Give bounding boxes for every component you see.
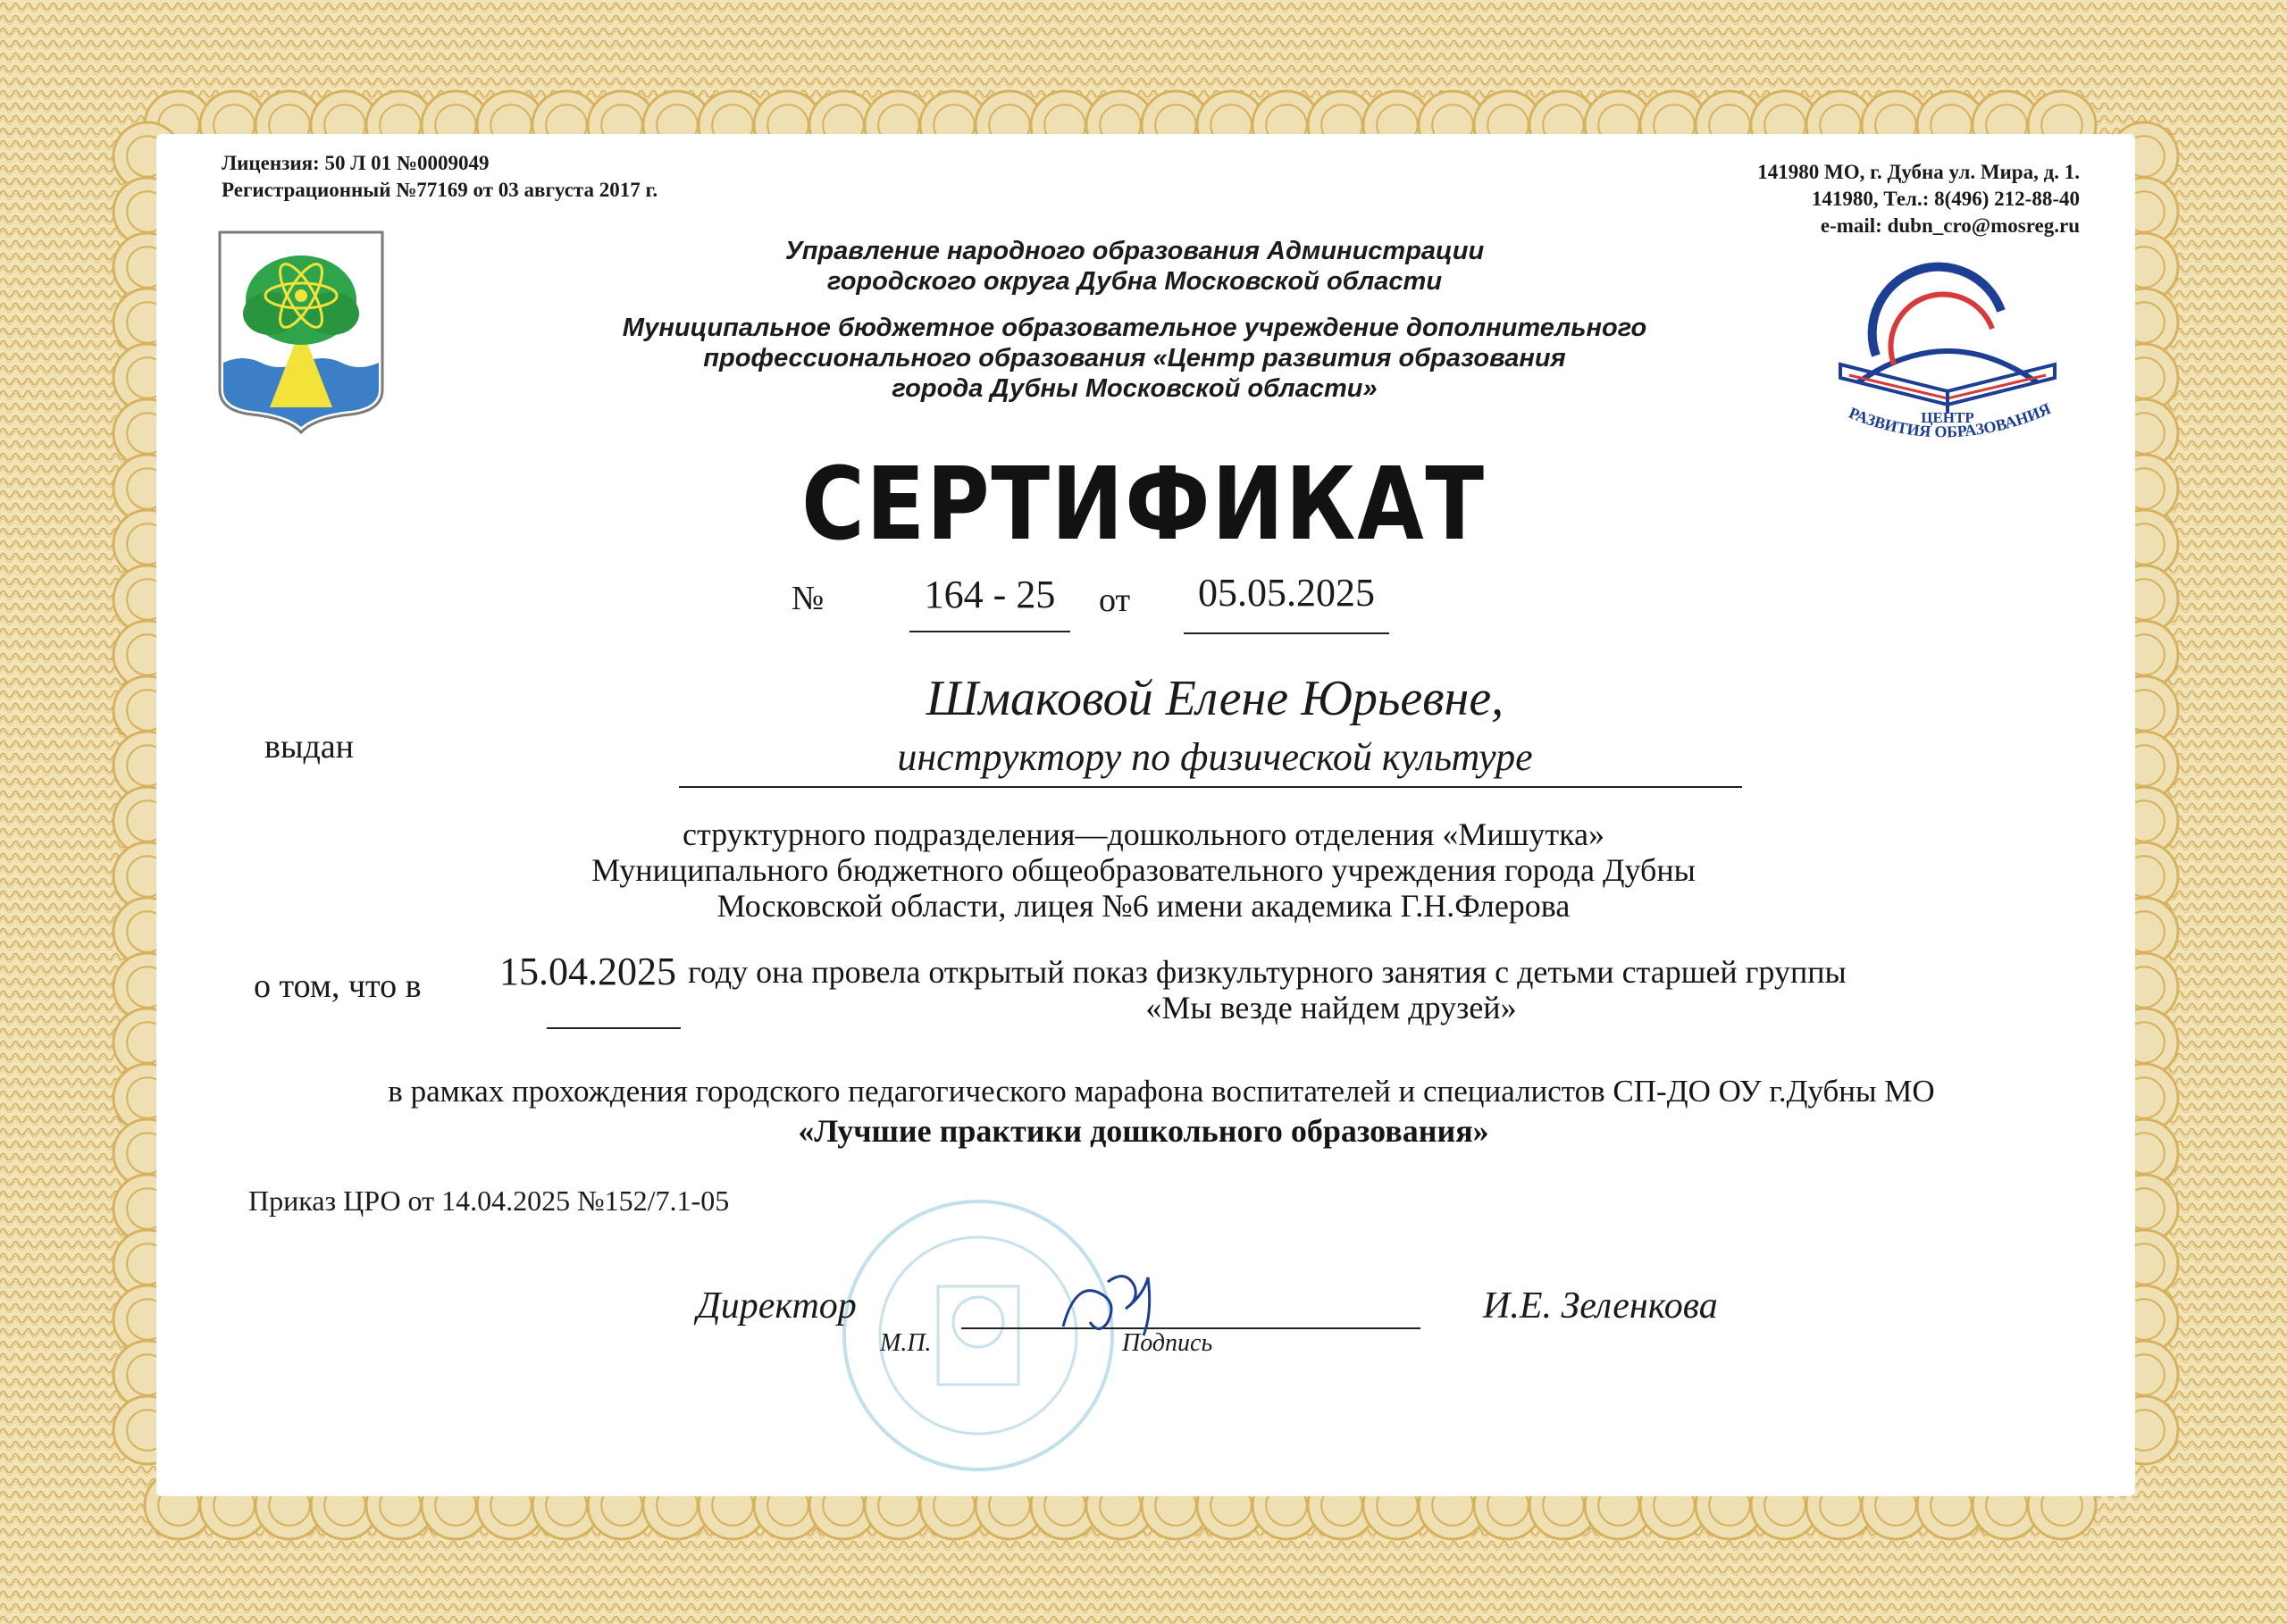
number-label: № <box>792 580 825 617</box>
logo-arc-text: РАЗВИТИЯ ОБРАЗОВАНИЯ <box>1846 399 2054 441</box>
registration-number: Регистрационный №77169 от 03 августа 2017 г. <box>222 179 658 201</box>
header-org-1 <box>500 236 1769 297</box>
org-line: Муниципального бюджетного общеобразовательного учреждения города Дубны <box>591 852 1696 888</box>
phone-line: 141980, Тел.: 8(496) 212-88-40 <box>1811 188 2080 210</box>
certificate-number: 164 - 25 <box>924 573 1056 616</box>
director-label: Директор <box>697 1285 857 1327</box>
recipient-underline <box>679 786 1742 788</box>
certificate-date: 05.05.2025 <box>1198 571 1375 615</box>
date-label: от <box>1099 582 1131 619</box>
org-line: структурного подразделения—дошкольного отделения «Мишутка» <box>682 816 1604 852</box>
event-text-1: году она провела открытый показ физкультурного занятия с детьми старшей группы <box>688 954 1847 990</box>
center-logo <box>1822 257 2073 454</box>
license-block <box>222 150 936 204</box>
signature-icon <box>1054 1260 1179 1340</box>
date-underline <box>1184 632 1389 634</box>
org2-line: Муниципальное бюджетное образовательное учреждение дополнительного <box>622 314 1647 342</box>
order-reference: Приказ ЦРО от 14.04.2025 №152/7.1-05 <box>248 1185 730 1217</box>
organization-block <box>500 816 1787 924</box>
event-date-underline <box>547 1027 681 1029</box>
address-block <box>1454 159 2080 239</box>
recipient-position: инструктору по физической культуре <box>897 735 1533 779</box>
org2-line: города Дубны Московской области» <box>892 374 1378 403</box>
dubna-coat-of-arms-icon <box>216 229 386 434</box>
license-number: Лицензия: 50 Л 01 №0009049 <box>222 152 490 174</box>
header-org-2 <box>500 313 1769 404</box>
recipient-name: Шмаковой Елене Юрьевне, <box>926 671 1504 726</box>
address-line: 141980 МО, г. Дубна ул. Мира, д. 1. <box>1757 161 2080 183</box>
logo-top-word: ЦЕНТР <box>1921 409 1974 426</box>
certificate-title: СЕРТИФИКАТ <box>801 447 1486 563</box>
number-underline <box>909 631 1070 632</box>
org1-line: городского округа Дубна Московской области <box>826 267 1443 296</box>
marathon-line-2: «Лучшие практики дошкольного образования» <box>798 1113 1489 1149</box>
director-name: И.Е. Зеленкова <box>1483 1285 1718 1327</box>
stamp-label: М.П. <box>880 1329 932 1357</box>
org-line: Московской области, лицея №6 имени академика Г.Н.Флерова <box>716 888 1571 924</box>
org2-line: профессионального образования «Центр развития образования <box>703 344 1566 373</box>
event-prefix: о том, что в <box>254 967 422 1005</box>
marathon-line-1: в рамках прохождения городского педагогического марафона воспитателей и специалистов СП-ДО ОУ г.Дубны МО <box>388 1074 1935 1109</box>
event-date: 15.04.2025 <box>499 950 676 993</box>
issued-label: выдан <box>264 728 355 766</box>
email-line: e-mail: dubn_cro@mosreg.ru <box>1820 214 2080 237</box>
sign-label: Подпись <box>1122 1329 1213 1357</box>
event-text-2: «Мы везде найдем друзей» <box>1145 990 1517 1025</box>
org1-line: Управление народного образования Администрации <box>784 237 1485 265</box>
